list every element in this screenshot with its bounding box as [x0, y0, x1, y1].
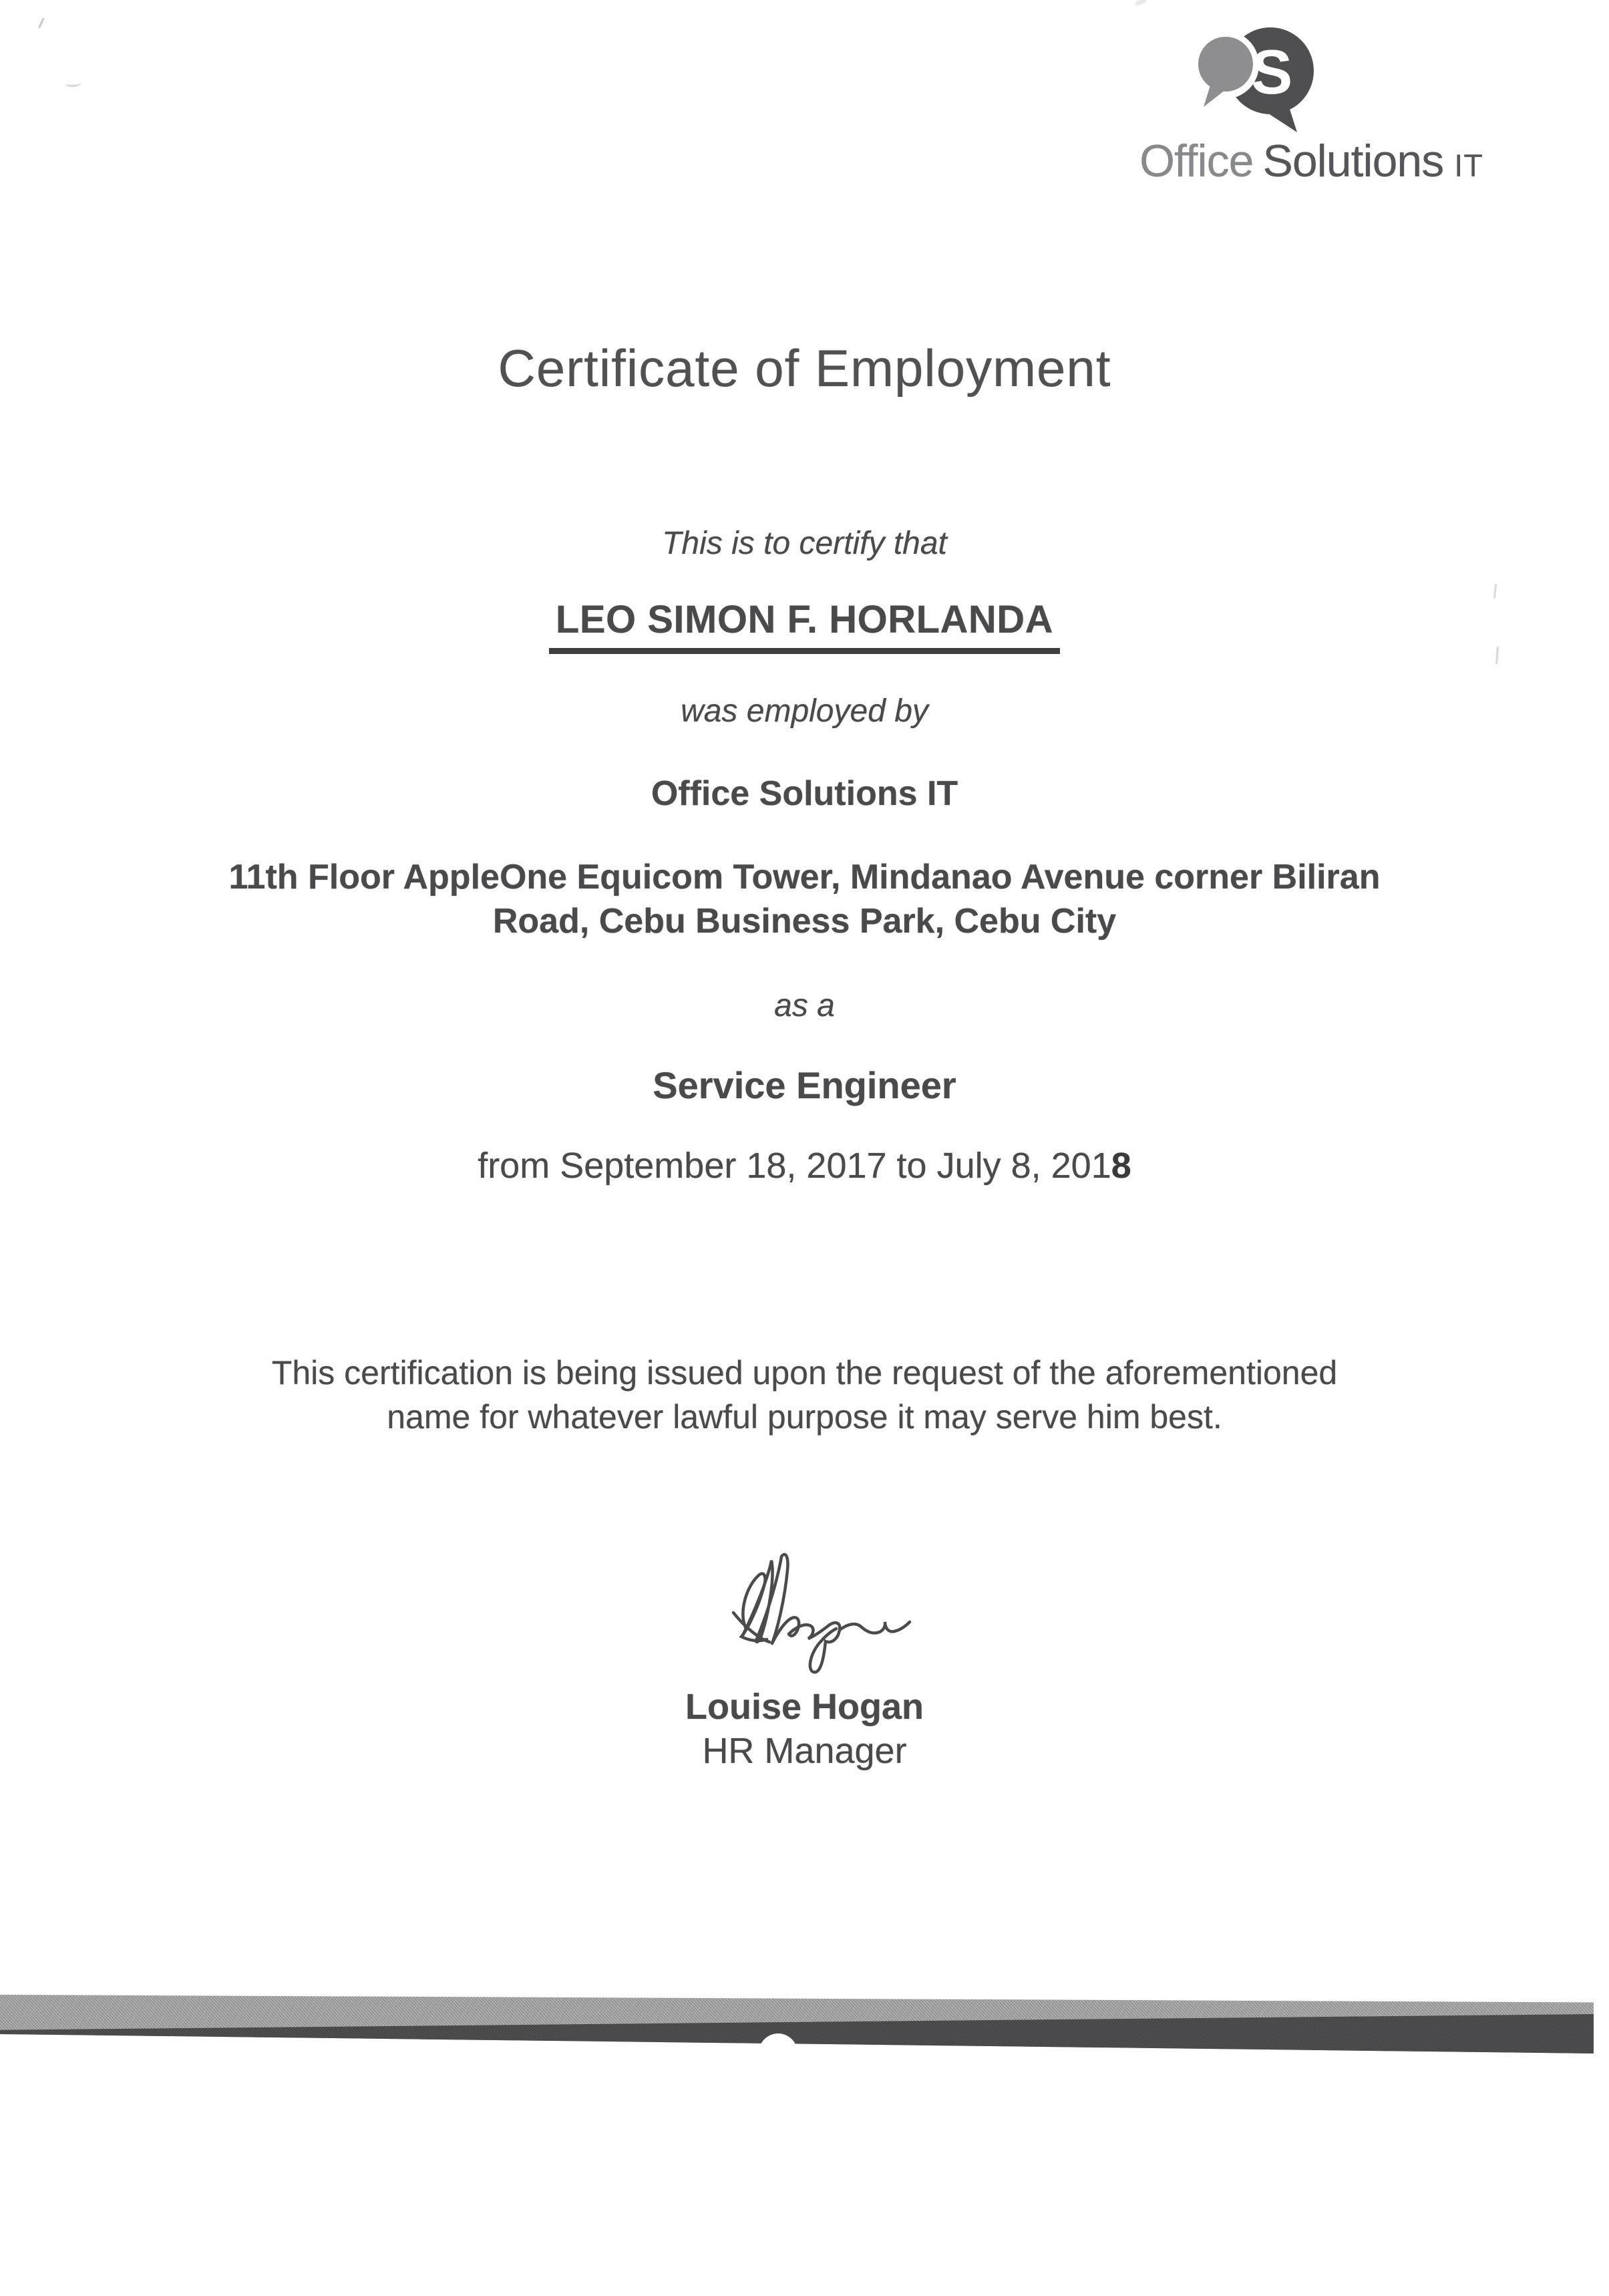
company-address — [0, 855, 1609, 943]
position-title: Service Engineer — [653, 1064, 956, 1106]
employed-by-line: was employed by — [681, 693, 928, 729]
employment-dates-text: from September 18, 2017 to July 8, 201 — [478, 1146, 1111, 1186]
closing-line1: This certification is being issued upon the request of the aforementioned — [271, 1354, 1338, 1391]
company-address-line1: 11th Floor AppleOne Equicom Tower, Mindanao Avenue corner Biliran — [228, 858, 1381, 896]
scan-artifact — [65, 80, 81, 87]
signature-scribble — [708, 1547, 975, 1681]
employment-dates — [0, 1145, 1609, 1186]
scan-artifact — [1493, 584, 1497, 599]
signatory-name: Louise Hogan — [685, 1687, 924, 1727]
scan-edge-bar — [0, 1995, 1594, 2054]
as-a-line: as a — [774, 988, 835, 1023]
scan-artifact — [1135, 0, 1146, 6]
scan-artifact — [38, 18, 49, 31]
logo-wordmark — [1139, 135, 1483, 187]
signatory-title: HR Manager — [702, 1731, 907, 1771]
closing-line2: name for whatever lawful purpose it may serve him best. — [387, 1398, 1222, 1436]
intro-line: This is to certify that — [662, 526, 947, 561]
employee-name-text: LEO SIMON F. HORLANDA — [549, 597, 1060, 654]
certificate-title: Certificate of Employment — [498, 339, 1111, 397]
logo-word-solutions: Solutions — [1262, 136, 1444, 186]
employee-name — [0, 597, 1609, 654]
speech-bubble-logo-icon — [1196, 24, 1329, 139]
company-name: Office Solutions IT — [651, 774, 958, 813]
logo-word-office: Office — [1139, 136, 1254, 186]
scan-edge-bar-shadow — [0, 1995, 1594, 2054]
employment-dates-last-digit: 8 — [1111, 1146, 1131, 1186]
logo-word-it: IT — [1454, 148, 1483, 183]
company-address-line2: Road, Cebu Business Park, Cebu City — [492, 902, 1117, 941]
closing-paragraph — [0, 1351, 1609, 1439]
logo-letter: S — [1250, 37, 1293, 107]
